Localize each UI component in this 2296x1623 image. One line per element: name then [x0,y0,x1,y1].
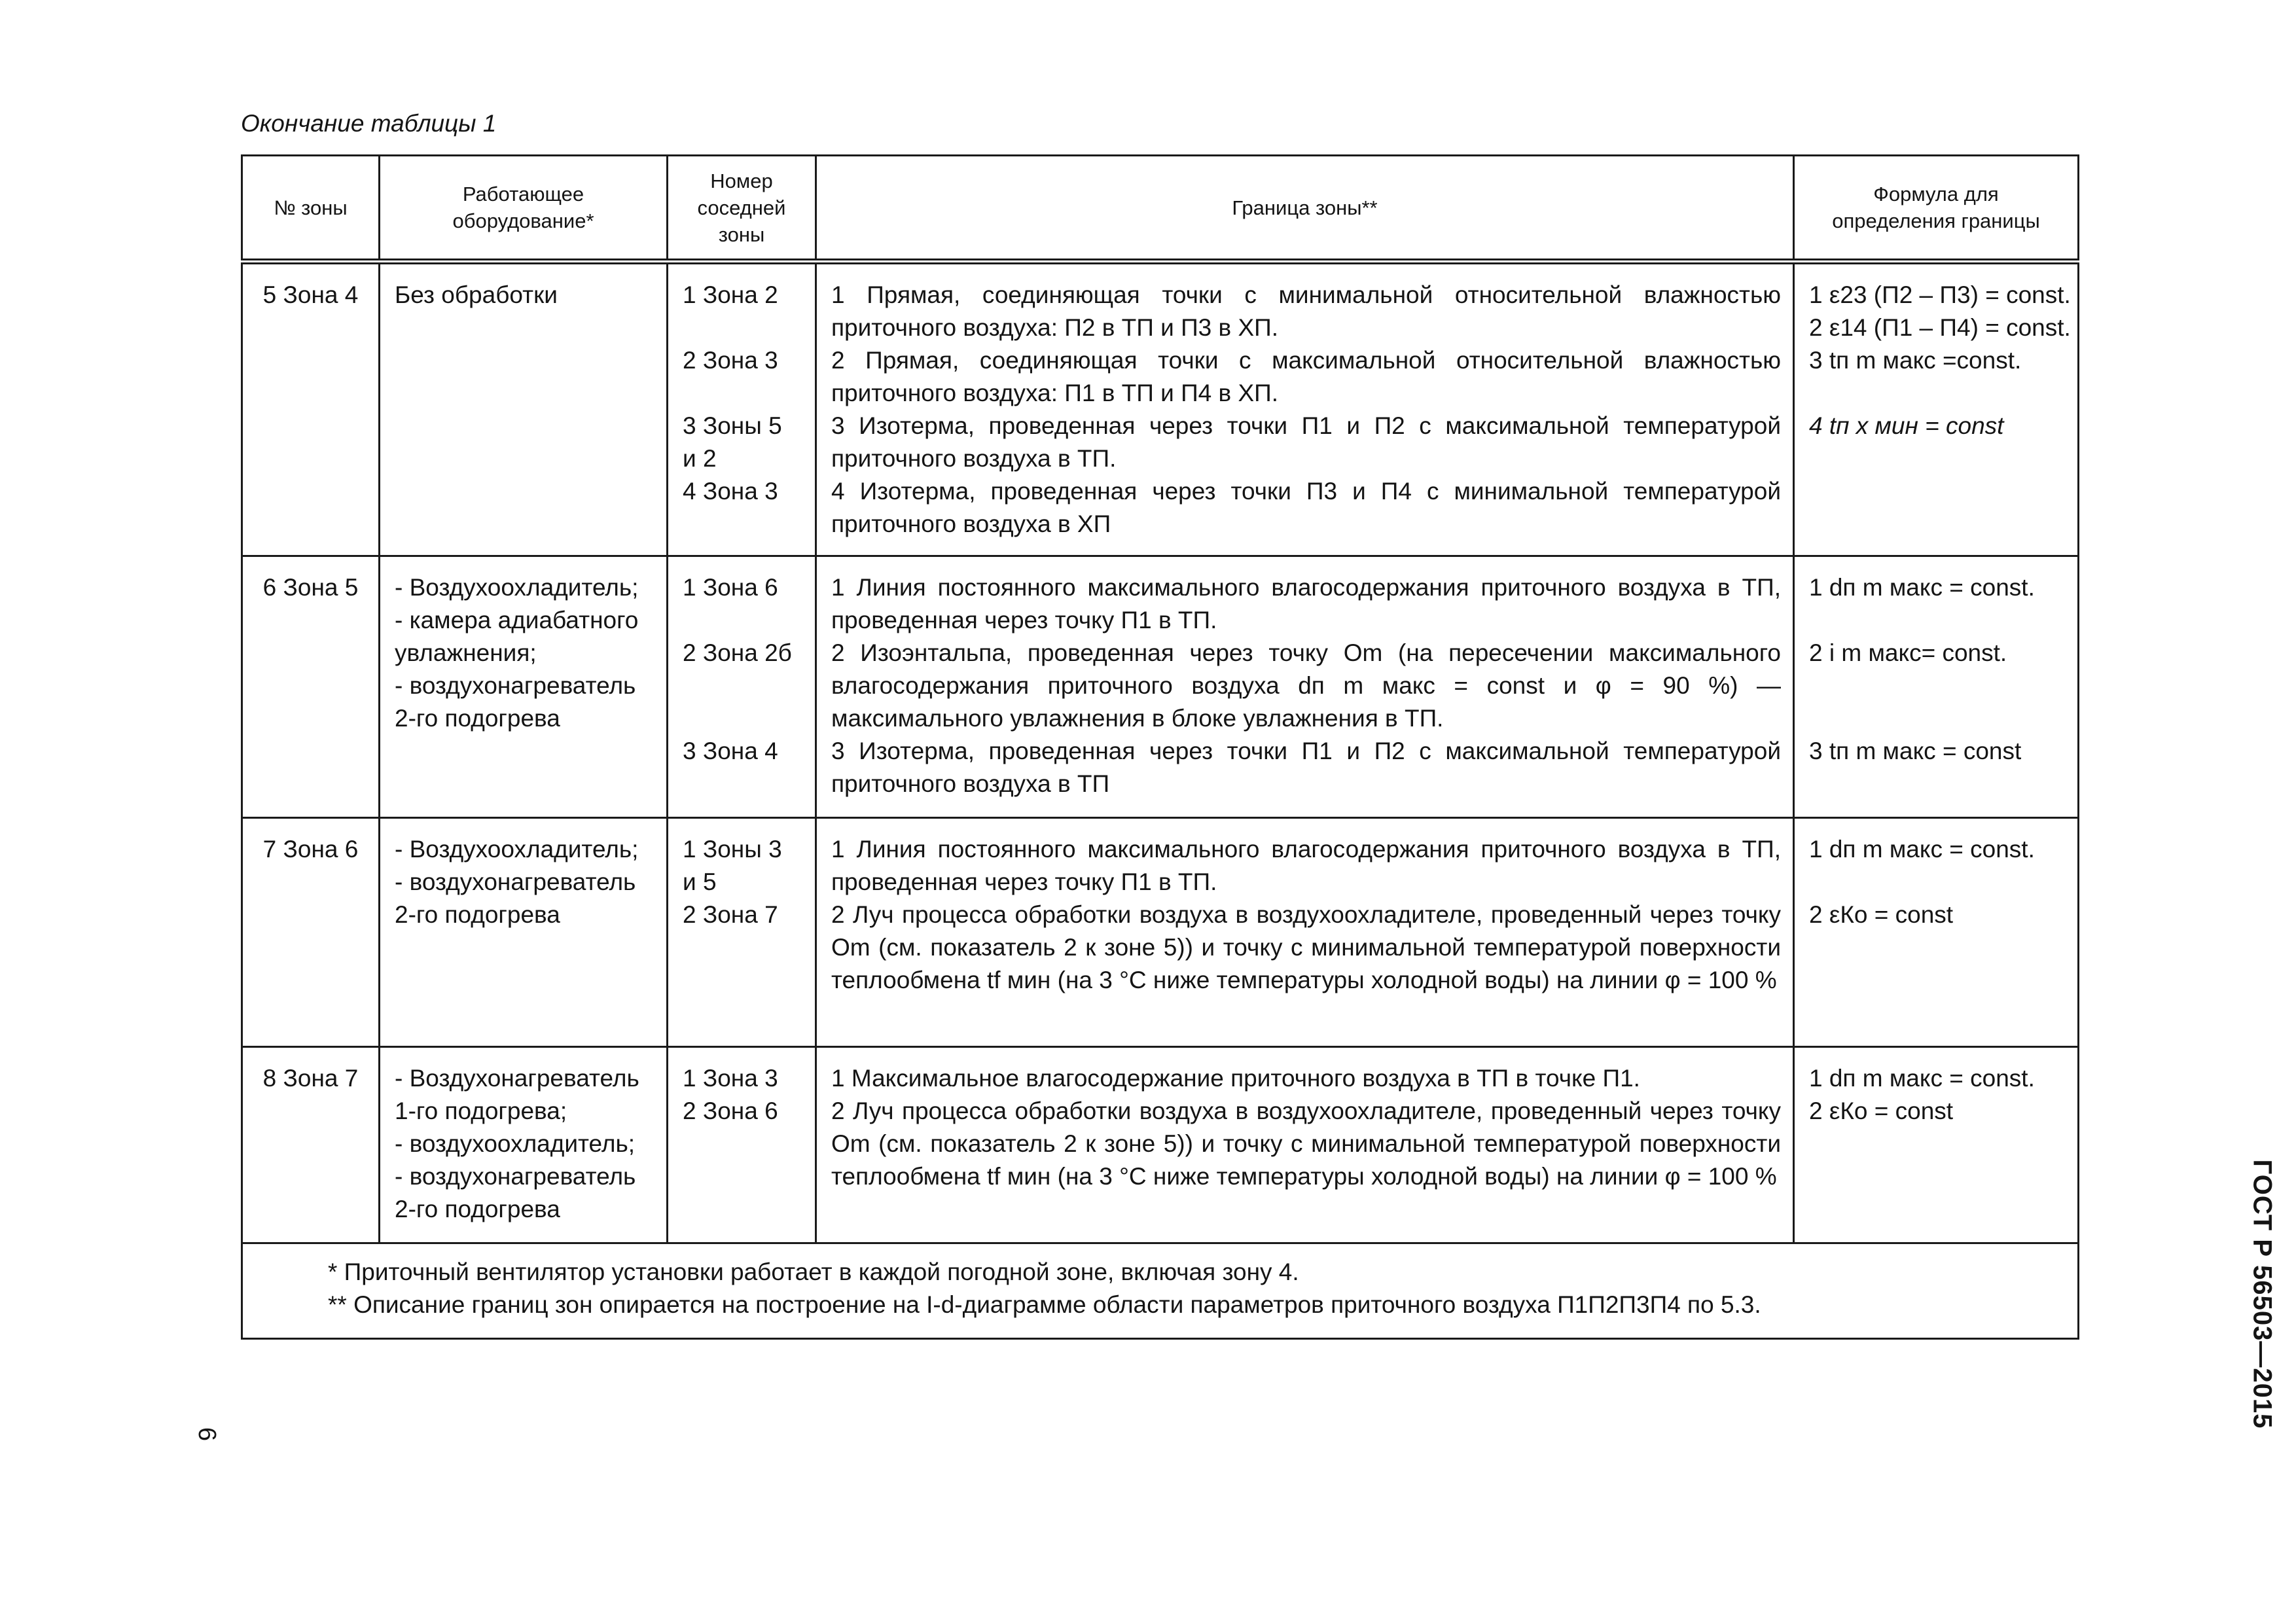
formula-line: 2 ε14 (П1 – П4) = const. [1809,314,2071,341]
formula-line: 3 tп m макс =const. [1809,347,2022,374]
formula-cell [1794,818,2079,1047]
formula-line: 2 εКо = const [1809,901,1954,928]
formula-line: 1 ε23 (П2 – П3) = const. [1809,281,2071,308]
neighbor-line: и 2 [683,445,717,472]
neighbor-line: 1 Зона 3 [683,1065,778,1092]
neighbor-line: 2 Зона 2б [683,639,792,666]
header-zone-number: № зоны [242,156,380,262]
footnote: ** Описание границ зон опирается на построение на I-d-диаграмме области параметров приточного воздуха П1П2П3П4 по 5.3. [328,1291,1761,1318]
equipment-line: Без обработки [395,281,558,308]
table-row [242,818,2079,1047]
boundary-cell [816,818,1794,1047]
formula-line: 1 dп m макс = const. [1809,574,2035,601]
boundary-item: 2 Изоэнтальпа, проведенная через точку Om (на пересечении максимального влагосодержания приточного воздуха dп m макс = const и φ = 90 %) — максимального увлажнения в блоке увлажнения в ТП. [831,639,1781,732]
equipment-line: увлажнения; [395,639,537,666]
boundary-cell [816,556,1794,818]
formula-cell [1794,1047,2079,1243]
formula-line: 1 dп m макс = const. [1809,1065,2035,1092]
neighbor-line: и 5 [683,868,717,895]
equipment-line: - камера адиабатного [395,607,639,633]
equipment-line: - Воздухонагреватель [395,1065,639,1092]
boundary-item: 2 Луч процесса обработки воздуха в воздухоохладителе, проведенный через точку Om (см. показатель 2 к зоне 5)) и точку с минимальной температурой поверхности теплообмена tf мин (на 3 °С ниже температуры холодной воды) на линии φ = 100 % [831,901,1781,993]
header-equipment: Работающее оборудование* [380,156,668,262]
neighbor-line: 1 Зоны 3 [683,836,782,863]
table-row [242,556,2079,818]
page-number: 6 [193,1427,221,1442]
table-row [242,1047,2079,1243]
zone-cell: 8 Зона 7 [242,1047,380,1243]
table-row [242,262,2079,556]
equipment-line: 2-го подогрева [395,1196,560,1222]
neighbor-line: 2 Зона 3 [683,347,778,374]
formula-line: 2 i m макс= const. [1809,639,2007,666]
boundary-item: 2 Луч процесса обработки воздуха в воздухоохладителе, проведенный через точку Om (см. показатель 2 к зоне 5)) и точку с минимальной температурой поверхности теплообмена tf мин (на 3 °С ниже температуры холодной воды) на линии φ = 100 % [831,1097,1781,1190]
equipment-line: - воздухоохладитель; [395,1130,636,1157]
boundary-cell [816,262,1794,556]
boundary-item: 1 Линия постоянного максимального влагосодержания приточного воздуха в ТП, проведенная через точку П1 в ТП. [831,574,1781,633]
equipment-cell [380,818,668,1047]
equipment-line: 1-го подогрева; [395,1097,567,1124]
table-header-row [242,156,2079,262]
header-neighbor-zone: Номер соседней зоны [668,156,816,262]
boundary-item: 1 Линия постоянного максимального влагосодержания приточного воздуха в ТП, проведенная через точку П1 в ТП. [831,836,1781,895]
neighbor-line: 2 Зона 6 [683,1097,778,1124]
boundary-item: 3 Изотерма, проведенная через точки П1 и П2 с максимальной температурой приточного воздуха в ТП. [831,412,1781,472]
boundary-item: 2 Прямая, соединяющая точки с максимальной относительной влажностью приточного воздуха: П1 в ТП и П4 в ХП. [831,347,1781,406]
neighbor-cell [668,262,816,556]
formula-line: 2 εКо = const [1809,1097,1954,1124]
equipment-cell [380,262,668,556]
neighbor-line: 3 Зоны 5 [683,412,782,439]
boundary-cell [816,1047,1794,1243]
footnote: * Приточный вентилятор установки работает в каждой погодной зоне, включая зону 4. [328,1258,1299,1285]
neighbor-line: 4 Зона 3 [683,478,778,505]
zones-table [241,154,2079,1340]
equipment-line: - воздухонагреватель [395,868,636,895]
neighbor-cell [668,1047,816,1243]
notes-cell [242,1243,2079,1339]
equipment-line: - Воздухоохладитель; [395,574,639,601]
neighbor-cell [668,818,816,1047]
neighbor-line: 1 Зона 6 [683,574,778,601]
equipment-line: 2-го подогрева [395,705,560,732]
zone-cell: 5 Зона 4 [242,262,380,556]
boundary-item: 3 Изотерма, проведенная через точки П1 и П2 с максимальной температурой приточного воздуха в ТП [831,738,1781,797]
equipment-line: - воздухонагреватель [395,1163,636,1190]
formula-line: 1 dп m макс = const. [1809,836,2035,863]
boundary-item: 1 Прямая, соединяющая точки с минимальной относительной влажностью приточного воздуха: П2 в ТП и П3 в ХП. [831,281,1781,341]
formula-line: 4 tп х мин = const [1809,412,2004,439]
neighbor-line: 2 Зона 7 [683,901,778,928]
notes-row [242,1243,2079,1339]
equipment-cell [380,1047,668,1243]
header-formula: Формула для определения границы [1794,156,2079,262]
neighbor-line: 3 Зона 4 [683,738,778,764]
header-zone-boundary: Граница зоны** [816,156,1794,262]
boundary-item: 1 Максимальное влагосодержание приточного воздуха в ТП в точке П1. [831,1065,1640,1092]
equipment-line: - Воздухоохладитель; [395,836,639,863]
formula-line: 3 tп m макс = const [1809,738,2022,764]
formula-cell [1794,556,2079,818]
neighbor-cell [668,556,816,818]
formula-cell [1794,262,2079,556]
equipment-line: 2-го подогрева [395,901,560,928]
equipment-line: - воздухонагреватель [395,672,636,699]
zone-cell: 7 Зона 6 [242,818,380,1047]
zone-cell: 6 Зона 5 [242,556,380,818]
equipment-cell [380,556,668,818]
boundary-item: 4 Изотерма, проведенная через точки П3 и П4 с минимальной температурой приточного воздуха в ХП [831,478,1781,537]
neighbor-line: 1 Зона 2 [683,281,778,308]
table-caption: Окончание таблицы 1 [241,110,497,137]
document-standard-title: ГОСТ Р 56503—2015 [2248,1159,2277,1429]
